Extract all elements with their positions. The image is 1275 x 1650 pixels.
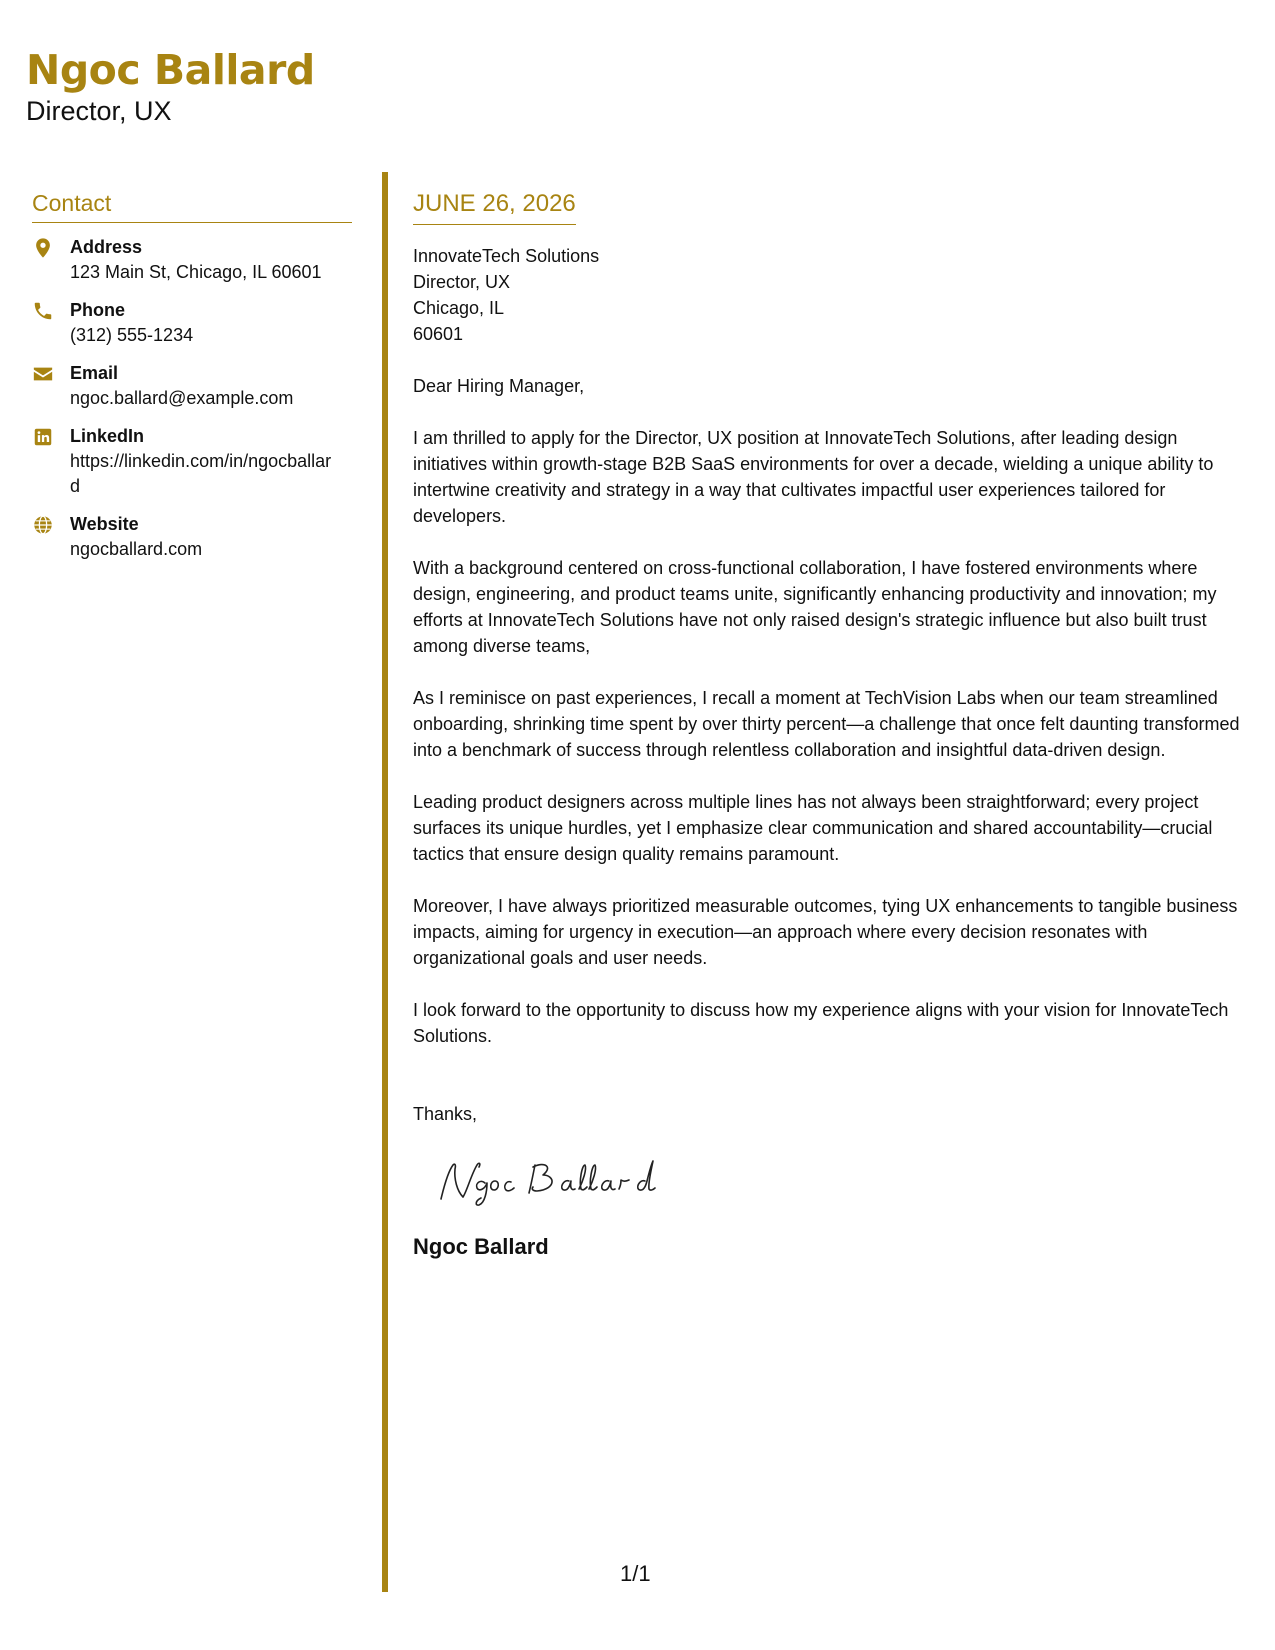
contact-value-phone: (312) 555-1234 [70,324,194,345]
closing: Thanks, [413,1103,478,1124]
contact-list [32,235,352,562]
recipient-company: InnovateTech Solutions [413,245,600,266]
letter-date: JUNE 26, 2026 [413,190,576,225]
paragraph: Moreover, I have always prioritized measurable outcomes, tying UX enhancements to tangible business impacts, aiming for urgency in execution—an approach where every decision resonates with organizational goals and user needs. [413,895,1238,968]
contact-item-phone [32,298,352,348]
paragraph: With a background centered on cross-functional collaboration, I have fostered environments where design, engineering, and product teams unite, significantly enhancing productivity and innovation; my efforts at InnovateTech Solutions have not only raised design's strategic influence but also built trust among diverse teams, [413,557,1217,656]
recipient-block [413,243,1253,347]
recipient-zip: 60601 [413,323,464,344]
recipient-position: Director, UX [413,271,511,292]
vertical-divider [382,172,388,1592]
signer-name: Ngoc Ballard [413,1233,549,1259]
contact-item-linkedin [32,424,352,499]
applicant-name: Ngoc Ballard [26,46,315,94]
contact-value-website[interactable]: ngocballard.com [70,538,203,559]
contact-value-address: 123 Main St, Chicago, IL 60601 [70,261,322,282]
linkedin-icon [32,426,54,448]
phone-icon [32,300,54,322]
map-pin-icon [32,237,54,259]
contact-label-phone: Phone [70,299,126,320]
contact-label-address: Address [70,236,143,257]
page-number: 1/1 [620,1561,651,1586]
contact-label-email: Email [70,362,119,383]
letter-body [413,190,1253,1260]
globe-icon [32,514,54,536]
salutation: Dear Hiring Manager, [413,375,585,396]
paragraph: As I reminisce on past experiences, I recall a moment at TechVision Labs when our team streamlined onboarding, shrinking time spent by over thirty percent—a challenge that once felt daunting transformed into a benchmark of success through relentless collaboration and insightful data-driven design. [413,687,1240,760]
recipient-city: Chicago, IL [413,297,505,318]
contact-label-linkedin: LinkedIn [70,425,145,446]
contact-item-website [32,512,352,562]
contact-item-email [32,361,352,411]
contact-value-email: ngoc.ballard@example.com [70,387,294,408]
contact-item-address [32,235,352,285]
letter-paragraphs [413,425,1253,1049]
paragraph: Leading product designers across multiple lines has not always been straightforward; every project surfaces its unique hurdles, yet I emphasize clear communication and shared accountability—crucial tactics that ensure design quality remains paramount. [413,791,1213,864]
paragraph: I am thrilled to apply for the Director, UX position at InnovateTech Solutions, after leading design initiatives within growth-stage B2B SaaS environments for over a decade, wielding a unique ability to intertwine creativity and strategy in a way that cultivates impactful user experiences tailored for developers. [413,427,1214,526]
contact-label-website: Website [70,513,139,534]
contact-sidebar [32,190,352,575]
contact-value-linkedin[interactable]: https://linkedin.com/in/ngocballard [70,450,332,496]
contact-section-title: Contact [32,190,352,223]
handwritten-signature [433,1151,673,1211]
resume-header [26,48,315,127]
envelope-icon [32,363,54,385]
paragraph: I look forward to the opportunity to discuss how my experience aligns with your vision for InnovateTech Solutions. [413,999,1229,1046]
applicant-title: Director, UX [26,96,172,127]
